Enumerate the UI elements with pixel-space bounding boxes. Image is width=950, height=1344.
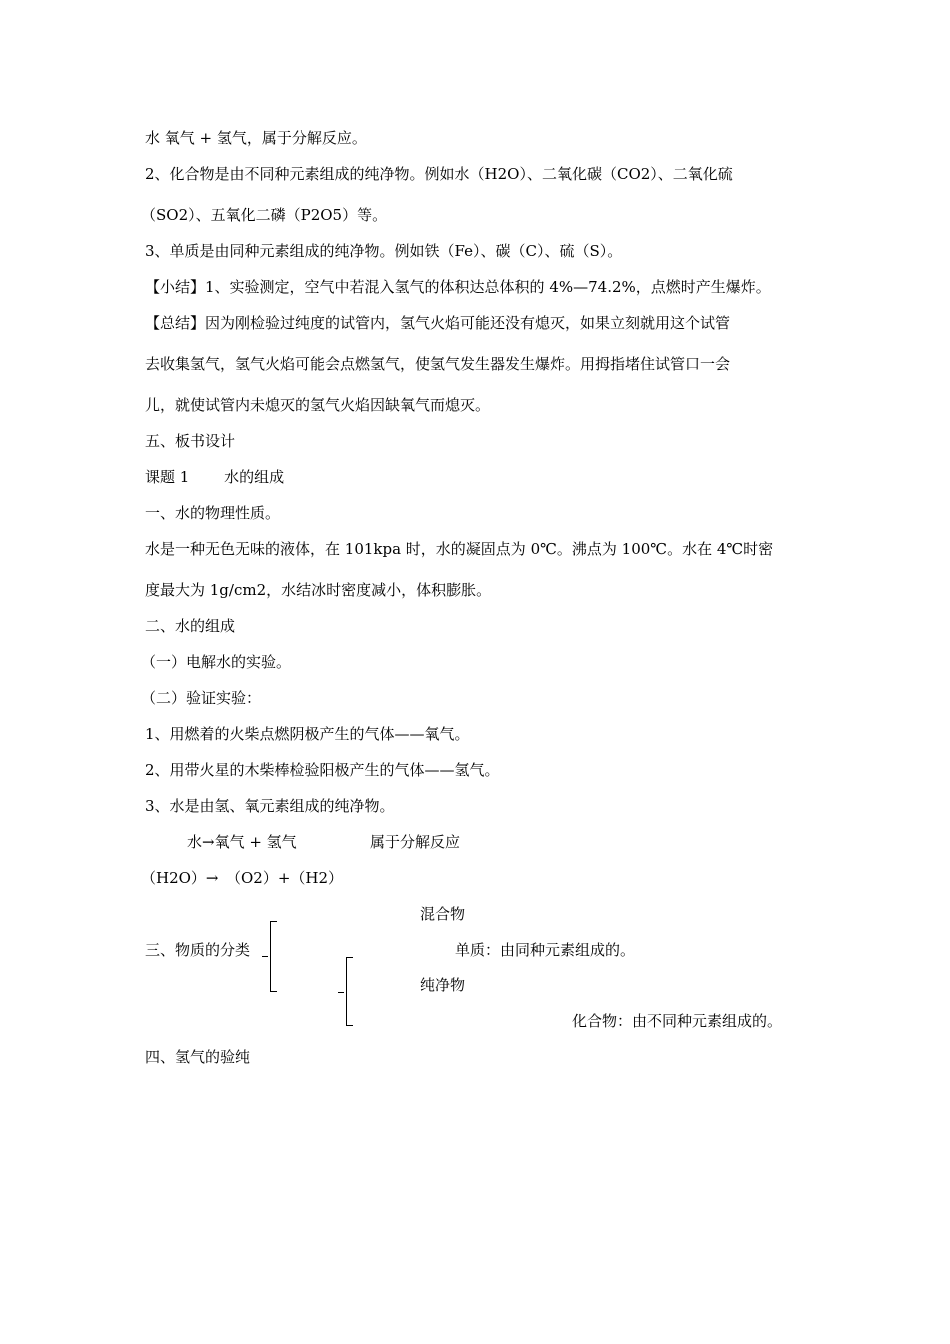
subsection-2: （二）验证实验： — [141, 689, 262, 707]
lesson-title: 课题 1 水的组成 — [145, 468, 285, 486]
conclusion-line-2: 去收集氢气，氢气火焰可能会点燃氢气，使氢气发生器发生爆炸。用拇指堵住试管口一会 — [145, 355, 731, 373]
summary-line: 【小结】1、实验测定，空气中若混入氢气的体积达总体积的 4%—74.2%，点燃时产生爆炸。 — [145, 278, 771, 296]
formula-equation: （H2O）→ （O2）+（H2） — [141, 869, 344, 887]
experiment-step-2: 2、用带火星的木柴棒检验阳极产生的气体——氢气。 — [145, 761, 500, 779]
pure-substance-brace-tick — [338, 992, 344, 993]
section-heading-3: 三、物质的分类 — [145, 941, 251, 959]
experiment-step-3: 3、水是由氢、氧元素组成的纯净物。 — [145, 797, 395, 815]
text-line-1: 水 氧气 + 氢气，属于分解反应。 — [145, 129, 367, 147]
classification-brace — [270, 921, 271, 992]
word-equation: 水→氧气 + 氢气 — [187, 833, 297, 851]
text-line-2: 2、化合物是由不同种元素组成的纯净物。例如水（H2O）、二氧化碳（CO2）、二氧化硫 — [145, 165, 733, 183]
subsection-1: （一）电解水的实验。 — [141, 653, 292, 671]
section-heading-1: 一、水的物理性质。 — [145, 504, 281, 522]
mixture-label: 混合物 — [420, 905, 466, 923]
experiment-step-1: 1、用燃着的火柴点燃阴极产生的气体——氧气。 — [145, 725, 470, 743]
element-definition: 单质：由同种元素组成的。 — [455, 941, 636, 959]
section-heading-4: 四、氢气的验纯 — [145, 1048, 251, 1066]
section-heading-2: 二、水的组成 — [145, 617, 236, 635]
conclusion-line-3: 儿，就使试管内未熄灭的氢气火焰因缺氧气而熄灭。 — [145, 396, 491, 414]
pure-substance-brace — [346, 957, 347, 1026]
section-heading-5: 五、板书设计 — [145, 432, 236, 450]
text-line-3: （SO2）、五氧化二磷（P2O5）等。 — [141, 206, 388, 224]
classification-brace-tick — [262, 956, 268, 957]
water-properties-line-2: 度最大为 1g/cm2，水结冰时密度减小，体积膨胀。 — [145, 581, 492, 599]
water-properties-line-1: 水是一种无色无味的液体，在 101kpa 时，水的凝固点为 0℃。沸点为 100℃。水在 4℃时密 — [145, 540, 774, 558]
pure-substance-label: 纯净物 — [420, 976, 466, 994]
compound-definition: 化合物：由不同种元素组成的。 — [572, 1012, 783, 1030]
conclusion-line-1: 【总结】因为刚检验过纯度的试管内，氢气火焰可能还没有熄灭，如果立刻就用这个试管 — [145, 314, 731, 332]
text-line-4: 3、单质是由同种元素组成的纯净物。例如铁（Fe）、碳（C）、硫（S）。 — [145, 242, 623, 260]
reaction-type-note: 属于分解反应 — [370, 833, 461, 851]
